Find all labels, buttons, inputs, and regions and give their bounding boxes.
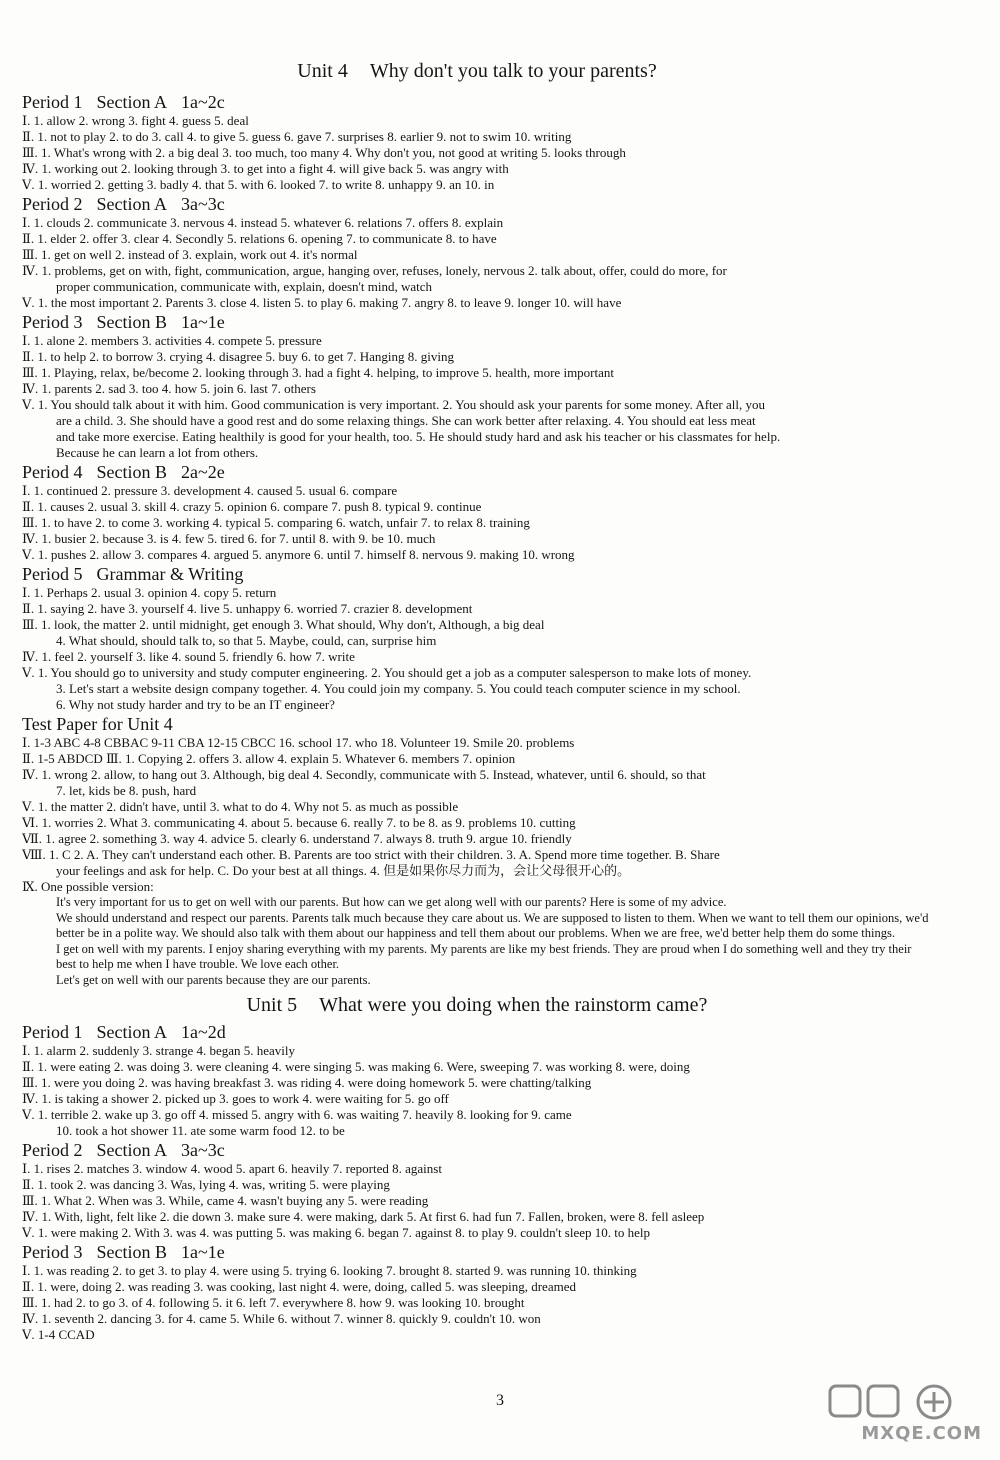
period-number: Period 1 xyxy=(22,92,83,112)
answer-line: Ⅰ. 1. allow 2. wrong 3. fight 4. guess 5. deal xyxy=(22,113,249,128)
period-heading xyxy=(22,194,932,215)
answer-line: Ⅳ. 1. busier 2. because 3. is 4. few 5. tired 6. for 7. until 8. with 9. be 10. much xyxy=(22,531,436,546)
answer-line: Ⅴ. 1. You should go to university and study computer engineering. 2. You should get a job as a computer salesperson to make lots of money. xyxy=(22,665,752,680)
period-number: Period 4 xyxy=(22,462,83,482)
answer-line: Ⅴ. 1. worried 2. getting 3. badly 4. that 5. with 6. looked 7. to write 8. unhappy 9. an 10. in xyxy=(22,177,495,192)
answer-line: proper communication, communicate with, explain, doesn't mind, watch xyxy=(56,279,432,294)
essay-paragraph: It's very important for us to get on well with our parents. But how can we get along well with our parents? Here is some of my advice. xyxy=(56,895,727,909)
essay-paragraph: I get on well with my parents. I enjoy sharing everything with my parents. My parents are like my best friends. They are proud when I do something well and they try their best to help me when I have trouble. We love each other. xyxy=(56,941,912,971)
answer-line: Ⅰ. 1. was reading 2. to get 3. to play 4. were using 5. trying 6. looking 7. brought 8. started 9. was running 10. thinking xyxy=(22,1263,637,1278)
answer-line: Ⅳ. 1. parents 2. sad 3. too 4. how 5. join 6. last 7. others xyxy=(22,381,316,396)
answer-line: Ⅴ. 1. the matter 2. didn't have, until 3. what to do 4. Why not 5. as much as possible xyxy=(22,799,459,814)
answer-line: Ⅳ. 1. wrong 2. allow, to hang out 3. Although, big deal 4. Secondly, communicate with 5. Instead, whatever, until 6. should, so that xyxy=(22,767,706,782)
answer-line: Ⅱ. 1. not to play 2. to do 3. call 4. to give 5. guess 6. gave 7. surprises 8. earlier 9. not to swim 10. writing xyxy=(22,129,572,144)
section-name: Section A xyxy=(96,1022,167,1042)
period-heading xyxy=(22,462,932,483)
answer-line: Because he can learn a lot from others. xyxy=(56,445,259,460)
period-number: Period 5 xyxy=(22,564,83,584)
watermark-logo-icon xyxy=(826,1382,976,1422)
answer-line: 3. Let's start a website design company together. 4. You could join my company. 5. You could teach computer science in my school. xyxy=(56,681,741,696)
watermark xyxy=(812,1376,982,1446)
answer-line: 6. Why not study harder and try to be an IT engineer? xyxy=(56,697,335,712)
unit-5-subtitle: What were you doing when the rainstorm came? xyxy=(319,994,708,1016)
answer-line: Ⅰ. 1. alone 2. members 3. activities 4. compete 5. pressure xyxy=(22,333,322,348)
answer-line: Ⅱ. 1. causes 2. usual 3. skill 4. crazy 5. opinion 6. compare 7. push 8. typical 9. continue xyxy=(22,499,482,514)
section-range: 1a~2c xyxy=(181,92,225,112)
essay-paragraph: We should understand and respect our parents. Parents talk much because they care about us. We are supposed to listen to them. When we want to tell them our opinions, we'd better be in a polite way. We should also talk with them about our happiness and tell them about our problems. When we are free, we'd better help them do some things. xyxy=(56,910,929,940)
answer-line: 4. What should, should talk to, so that 5. Maybe, could, can, surprise him xyxy=(56,633,437,648)
answer-line: Ⅱ. 1. saying 2. have 3. yourself 4. live 5. unhappy 6. worried 7. crazier 8. development xyxy=(22,601,473,616)
period-number: Period 2 xyxy=(22,1140,83,1160)
answer-line: Ⅳ. 1. is taking a shower 2. picked up 3. goes to work 4. were waiting for 5. go off xyxy=(22,1091,449,1106)
answer-line: Ⅱ. 1. were eating 2. was doing 3. were cleaning 4. were singing 5. was making 6. Were, sweeping 7. was working 8. were, doing xyxy=(22,1059,690,1074)
answer-line: Ⅲ. 1. What 2. When was 3. While, came 4. wasn't buying any 5. were reading xyxy=(22,1193,429,1208)
essay-paragraph: Let's get on well with our parents because they are our parents. xyxy=(56,972,371,987)
answer-line: Ⅲ. 1. had 2. to go 3. of 4. following 5. it 6. left 7. everywhere 8. how 9. was looking 10. brought xyxy=(22,1295,525,1310)
period-heading xyxy=(22,564,932,585)
unit-5-title xyxy=(22,992,932,1018)
answer-line: Ⅰ. 1. clouds 2. communicate 3. nervous 4. instead 5. whatever 6. relations 7. offers 8. explain xyxy=(22,215,504,230)
answer-line: Ⅵ. 1. worries 2. What 3. communicating 4. about 5. because 6. really 7. to be 8. as 9. problems 10. cutting xyxy=(22,815,576,830)
unit-5-label: Unit 5 xyxy=(246,994,298,1016)
answer-line: Ⅲ. 1. Playing, relax, be/become 2. looking through 3. had a fight 4. helping, to improve 5. health, more important xyxy=(22,365,615,380)
answer-line: Ⅰ. 1-3 ABC 4-8 CBBAC 9-11 CBA 12-15 CBCC 16. school 17. who 18. Volunteer 19. Smile 20. problems xyxy=(22,735,575,750)
answer-line: Ⅲ. 1. What's wrong with 2. a big deal 3. too much, too many 4. Why don't you, not good at writing 5. looks through xyxy=(22,145,626,160)
answer-line: Ⅲ. 1. look, the matter 2. until midnight, get enough 3. What should, Why don't, Although, a big deal xyxy=(22,617,545,632)
answer-line: Ⅸ. One possible version: xyxy=(22,879,154,894)
answer-line: Ⅱ. 1. took 2. was dancing 3. Was, lying 4. was, writing 5. were playing xyxy=(22,1177,390,1192)
period-heading xyxy=(22,1242,932,1263)
answer-line: Ⅱ. 1. elder 2. offer 3. clear 4. Secondly 5. relations 6. opening 7. to communicate 8. to have xyxy=(22,231,497,246)
answer-line: Ⅳ. 1. feel 2. yourself 3. like 4. sound 5. friendly 6. how 7. write xyxy=(22,649,355,664)
answer-line: 7. let, kids be 8. push, hard xyxy=(56,783,197,798)
period-heading xyxy=(22,1022,932,1043)
answer-line: Ⅷ. 1. C 2. A. They can't understand each other. B. Parents are too strict with their children. 3. A. Spend more time together. B. Share xyxy=(22,847,720,862)
answer-key-page xyxy=(22,58,932,1343)
answer-line: Ⅳ. 1. working out 2. looking through 3. to get into a fight 4. will give back 5. was angry with xyxy=(22,161,509,176)
answer-line: Ⅰ. 1. continued 2. pressure 3. development 4. caused 5. usual 6. compare xyxy=(22,483,398,498)
answer-line: are a child. 3. She should have a good rest and do some relaxing things. She can work better after relaxing. 4. You should eat less meat xyxy=(56,413,756,428)
period-heading xyxy=(22,1140,932,1161)
answer-line: Ⅲ. 1. were you doing 2. was having breakfast 3. was riding 4. were doing homework 5. were chatting/talking xyxy=(22,1075,592,1090)
answer-line: Ⅲ. 1. to have 2. to come 3. working 4. typical 5. comparing 6. watch, unfair 7. to relax 8. training xyxy=(22,515,530,530)
answer-line: Ⅳ. 1. problems, get on with, fight, communication, argue, hanging over, refuses, lonely, nervous 2. talk about, offer, could do more, for xyxy=(22,263,727,278)
answer-line: Ⅴ. 1. pushes 2. allow 3. compares 4. argued 5. anymore 6. until 7. himself 8. nervous 9. making 10. wrong xyxy=(22,547,575,562)
answer-line: Ⅴ. 1. You should talk about it with him. Good communication is very important. 2. You should ask your parents for some money. After all, you xyxy=(22,397,765,412)
section-range: 3a~3c xyxy=(181,194,225,214)
period-heading xyxy=(22,92,932,113)
answer-line: Ⅴ. 1-4 CCAD xyxy=(22,1327,95,1342)
section-range: 2a~2e xyxy=(181,462,225,482)
unit-4-label: Unit 4 xyxy=(297,60,348,82)
answer-line: Ⅴ. 1. were making 2. With 3. was 4. was putting 5. was making 6. began 7. against 8. to play 9. couldn't sleep 10. to help xyxy=(22,1225,651,1240)
answer-line: Ⅲ. 1. get on well 2. instead of 3. explain, work out 4. it's normal xyxy=(22,247,358,262)
section-name: Section B xyxy=(96,462,167,482)
answer-line: Ⅱ. 1. to help 2. to borrow 3. crying 4. disagree 5. buy 6. to get 7. Hanging 8. giving xyxy=(22,349,454,364)
answer-line: and take more exercise. Eating healthily is good for your health, too. 5. He should study hard and ask his teacher or his classmates for help. xyxy=(56,429,781,444)
answer-line: your feelings and ask for help. C. Do your best at all things. 4. 但是如果你尽力而为，会让父母很开心的。 xyxy=(56,863,631,878)
answer-line: Ⅱ. 1. were, doing 2. was reading 3. was cooking, last night 4. were, doing, called 5. was sleeping, dreamed xyxy=(22,1279,576,1294)
section-name: Section A xyxy=(96,1140,167,1160)
unit-4-subtitle: Why don't you talk to your parents? xyxy=(369,60,657,82)
answer-line: Ⅴ. 1. the most important 2. Parents 3. close 4. listen 5. to play 6. making 7. angry 8. to leave 9. longer 10. will have xyxy=(22,295,622,310)
section-name: Section A xyxy=(96,92,167,112)
section-name: Grammar & Writing xyxy=(96,564,244,584)
section-range: 1a~1e xyxy=(181,312,225,332)
period-number: Period 1 xyxy=(22,1022,83,1042)
period-number: Period 3 xyxy=(22,312,83,332)
section-range: 1a~2d xyxy=(181,1022,226,1042)
answer-line: Ⅴ. 1. terrible 2. wake up 3. go off 4. missed 5. angry with 6. was waiting 7. heavily 8. looking for 9. came xyxy=(22,1107,572,1122)
answer-line: Ⅳ. 1. With, light, felt like 2. die down 3. make sure 4. were making, dark 5. At first 6. had fun 7. Fallen, broken, were 8. fell asleep xyxy=(22,1209,705,1224)
section-range: 1a~1e xyxy=(181,1242,225,1262)
period-heading xyxy=(22,312,932,333)
watermark-text: MXQE.COM xyxy=(861,1423,982,1444)
period-number: Period 2 xyxy=(22,194,83,214)
answer-line: Ⅳ. 1. seventh 2. dancing 3. for 4. came 5. While 6. without 7. winner 8. quickly 9. couldn't 10. won xyxy=(22,1311,541,1326)
answer-line: Ⅶ. 1. agree 2. something 3. way 4. advice 5. clearly 6. understand 7. always 8. truth 9. argue 10. friendly xyxy=(22,831,572,846)
period-number: Period 3 xyxy=(22,1242,83,1262)
section-name: Section B xyxy=(96,1242,167,1262)
answer-line: 10. took a hot shower 11. ate some warm food 12. to be xyxy=(56,1123,345,1138)
answer-line: Ⅰ. 1. rises 2. matches 3. window 4. wood 5. apart 6. heavily 7. reported 8. against xyxy=(22,1161,442,1176)
answer-line: Ⅰ. 1. Perhaps 2. usual 3. opinion 4. copy 5. return xyxy=(22,585,277,600)
test-paper-heading: Test Paper for Unit 4 xyxy=(22,714,173,734)
section-name: Section B xyxy=(96,312,167,332)
answer-line: Ⅰ. 1. alarm 2. suddenly 3. strange 4. began 5. heavily xyxy=(22,1043,296,1058)
answer-line: Ⅱ. 1-5 ABDCD Ⅲ. 1. Copying 2. offers 3. allow 4. explain 5. Whatever 6. members 7. opinion xyxy=(22,751,516,766)
section-name: Section A xyxy=(96,194,167,214)
page-number: 3 xyxy=(496,1392,504,1409)
section-range: 3a~3c xyxy=(181,1140,225,1160)
unit-4-title xyxy=(22,58,932,84)
